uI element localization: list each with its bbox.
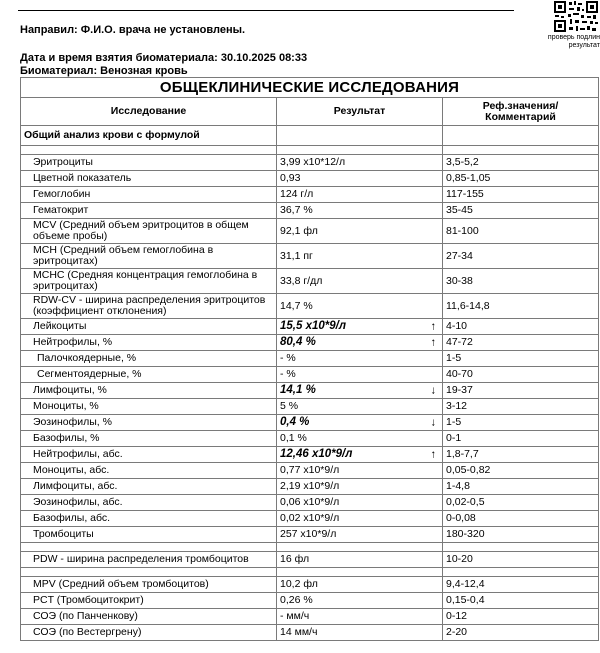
table-row (21, 552, 599, 568)
test-name: Базофилы, % (21, 431, 277, 447)
qr-caption: проверь подлин результат (547, 34, 600, 49)
table-title: ОБЩЕКЛИНИЧЕСКИЕ ИССЛЕДОВАНИЯ (21, 78, 599, 98)
reference-range: 3,5-5,2 (443, 155, 599, 171)
test-result: 92,1 фл (277, 219, 443, 244)
test-result: 124 г/л (277, 187, 443, 203)
test-name: PCT (Тромбоцитокрит) (21, 593, 277, 609)
reference-range: 30-38 (443, 269, 599, 294)
test-result: 15,5 x10*9/л ↑ (277, 319, 443, 335)
table-row (21, 383, 599, 399)
arrow-up-icon: ↑ (430, 320, 436, 332)
test-result: 0,06 x10*9/л (277, 495, 443, 511)
reference-range: 1,8-7,7 (443, 447, 599, 463)
test-result: 3,99 x10*12/л (277, 155, 443, 171)
test-name: MCHC (Средняя концентрация гемоглобина в эритроцитах) (21, 269, 277, 294)
test-result: 16 фл (277, 552, 443, 568)
test-result: 0,4 % ↓ (277, 415, 443, 431)
test-name: СОЭ (по Панченкову) (21, 609, 277, 625)
test-name: Цветной показатель (21, 171, 277, 187)
section-title: Общий анализ крови с формулой (21, 126, 277, 146)
test-result: 257 x10*9/л (277, 527, 443, 543)
test-result: 0,02 x10*9/л (277, 511, 443, 527)
reference-range: 3-12 (443, 399, 599, 415)
sample-datetime-line: Дата и время взятия биоматериала: 30.10.2025 08:33 (20, 52, 308, 64)
reference-range: 0-12 (443, 609, 599, 625)
test-name: MPV (Средний объем тромбоцитов) (21, 577, 277, 593)
table-row (21, 511, 599, 527)
test-name: Моноциты, % (21, 399, 277, 415)
test-result: 0,77 x10*9/л (277, 463, 443, 479)
table-row (21, 203, 599, 219)
table-row (21, 294, 599, 319)
table-row (21, 244, 599, 269)
reference-range: 180-320 (443, 527, 599, 543)
test-name: MCH (Средний объем гемоглобина в эритроцитах) (21, 244, 277, 269)
table-row (21, 463, 599, 479)
test-name: Нейтрофилы, абс. (21, 447, 277, 463)
table-row (21, 447, 599, 463)
test-name: Базофилы, абс. (21, 511, 277, 527)
test-name: Палочкоядерные, % (21, 351, 277, 367)
reference-range: 117-155 (443, 187, 599, 203)
test-result: 0,26 % (277, 593, 443, 609)
table-row (21, 495, 599, 511)
arrow-up-icon: ↑ (430, 336, 436, 348)
table-row (21, 219, 599, 244)
test-result: - % (277, 367, 443, 383)
test-name: Лимфоциты, % (21, 383, 277, 399)
reference-range: 0-1 (443, 431, 599, 447)
reference-range: 0-0,08 (443, 511, 599, 527)
test-result: 5 % (277, 399, 443, 415)
column-header-test: Исследование (21, 98, 277, 126)
reference-range: 1-4,8 (443, 479, 599, 495)
reference-range: 81-100 (443, 219, 599, 244)
test-result: 0,1 % (277, 431, 443, 447)
test-name: Нейтрофилы, % (21, 335, 277, 351)
test-name: MCV (Средний объем эритроцитов в общем объеме пробы) (21, 219, 277, 244)
reference-range: 1-5 (443, 351, 599, 367)
reference-range: 10-20 (443, 552, 599, 568)
test-result: 12,46 x10*9/л ↑ (277, 447, 443, 463)
test-name: Эозинофилы, % (21, 415, 277, 431)
table-row (21, 625, 599, 641)
referrer-line: Направил: Ф.И.О. врача не установлены. (20, 24, 246, 36)
test-result: 10,2 фл (277, 577, 443, 593)
reference-range: 2-20 (443, 625, 599, 641)
reference-range: 27-34 (443, 244, 599, 269)
test-name: Эозинофилы, абс. (21, 495, 277, 511)
table-row (21, 319, 599, 335)
test-name: СОЭ (по Вестергрену) (21, 625, 277, 641)
reference-range: 0,02-0,5 (443, 495, 599, 511)
reference-range: 11,6-14,8 (443, 294, 599, 319)
reference-range: 19-37 (443, 383, 599, 399)
table-row (21, 415, 599, 431)
table-row (21, 187, 599, 203)
table-row (21, 351, 599, 367)
test-result: - % (277, 351, 443, 367)
top-rule (18, 10, 514, 11)
table-row (21, 269, 599, 294)
test-name: Лейкоциты (21, 319, 277, 335)
test-result: 33,8 г/дл (277, 269, 443, 294)
table-row (21, 609, 599, 625)
table-row (21, 171, 599, 187)
table-row (21, 593, 599, 609)
test-name: Лимфоциты, абс. (21, 479, 277, 495)
test-result: 36,7 % (277, 203, 443, 219)
table-row (21, 527, 599, 543)
test-result: 0,93 (277, 171, 443, 187)
reference-range: 47-72 (443, 335, 599, 351)
table-row (21, 155, 599, 171)
table-row (21, 335, 599, 351)
lab-results-table (20, 77, 599, 641)
arrow-down-icon: ↓ (430, 416, 436, 428)
column-header-result: Результат (277, 98, 443, 126)
test-result: 14,1 % ↓ (277, 383, 443, 399)
test-result: 80,4 % ↑ (277, 335, 443, 351)
test-result: 14 мм/ч (277, 625, 443, 641)
table-row (21, 399, 599, 415)
table-row (21, 479, 599, 495)
test-name: PDW - ширина распределения тромбоцитов (21, 552, 277, 568)
reference-range: 0,15-0,4 (443, 593, 599, 609)
reference-range: 1-5 (443, 415, 599, 431)
biomaterial-line: Биоматериал: Венозная кровь (20, 65, 188, 77)
reference-range: 0,05-0,82 (443, 463, 599, 479)
arrow-down-icon: ↓ (430, 384, 436, 396)
test-name: Моноциты, абс. (21, 463, 277, 479)
test-name: Тромбоциты (21, 527, 277, 543)
arrow-up-icon: ↑ (430, 448, 436, 460)
reference-range: 4-10 (443, 319, 599, 335)
table-row (21, 577, 599, 593)
test-result: 2,19 x10*9/л (277, 479, 443, 495)
reference-range: 40-70 (443, 367, 599, 383)
test-name: RDW-CV - ширина распределения эритроцитов (коэффициент отклонения) (21, 294, 277, 319)
qr-code-icon[interactable] (552, 0, 600, 34)
test-name: Сегментоядерные, % (21, 367, 277, 383)
table-row (21, 431, 599, 447)
test-name: Гемоглобин (21, 187, 277, 203)
test-result: 14,7 % (277, 294, 443, 319)
table-row (21, 367, 599, 383)
reference-range: 9,4-12,4 (443, 577, 599, 593)
reference-range: 0,85-1,05 (443, 171, 599, 187)
column-header-reference: Реф.значения/ Комментарий (443, 98, 599, 126)
test-name: Гематокрит (21, 203, 277, 219)
reference-range: 35-45 (443, 203, 599, 219)
test-name: Эритроциты (21, 155, 277, 171)
test-result: - мм/ч (277, 609, 443, 625)
test-result: 31,1 пг (277, 244, 443, 269)
